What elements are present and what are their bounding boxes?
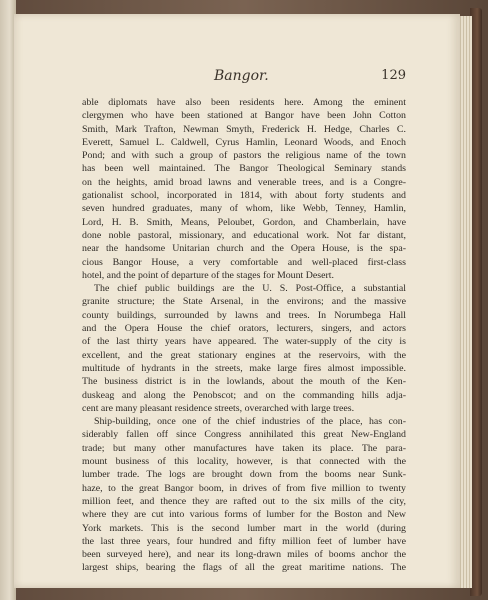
text-line: mount business of this locality, however, is that connected with the — [82, 456, 406, 468]
text-line: excellent, and the great stationary engines at the reservoirs, with the — [82, 349, 406, 361]
text-line: Smith, Mark Trafton, Newman Smyth, Frederick H. Hedge, Charles C. — [82, 123, 406, 135]
text-line: lumber trade. The logs are brought down from the booms near Sunk- — [82, 469, 406, 481]
running-head: Bangor. — [214, 68, 269, 84]
text-line: multitude of hydrants in the streets, make large fires almost impossible. — [82, 362, 406, 374]
text-line: trade; but many other manufactures have taken its place. The para- — [82, 442, 406, 454]
text-line: hotel, and the point of departure of the stages for Mount Desert. — [82, 269, 335, 281]
text-line: county buildings, surrounded by lawns and trees. In Norumbega Hall — [82, 309, 406, 321]
text-line: cious Bangor House, a very comfortable and well-placed first-class — [82, 256, 406, 268]
text-line: cent are many pleasant residence streets, overarched with large trees. — [82, 402, 355, 414]
text-line: able diplomats have also been residents here. Among the eminent — [82, 97, 406, 108]
text-line: of the last thirty years have appeared. The water-supply of the city is — [82, 336, 406, 348]
text-line: Lord, H. B. Smith, Means, Peloubet, Gordon, and Chamberlain, have — [82, 216, 406, 228]
text-line: the last three years, four hundred and fifty million feet of lumber have — [82, 535, 406, 547]
text-line: seven hundred graduates, many of whom, like Webb, Tenney, Hamlin, — [82, 203, 406, 215]
body-text — [82, 96, 406, 575]
page-header — [66, 68, 406, 86]
text-line: on the heights, amid broad lawns and venerable trees, and is a Congre- — [82, 176, 406, 188]
text-line: Everett, Samuel L. Caldwell, Cyrus Hamlin, Leonard Woods, and Enoch — [82, 136, 406, 148]
page-stack-edge — [458, 16, 472, 588]
text-line: and the Opera House the chief orators, lecturers, singers, and actors — [82, 323, 406, 335]
text-line: million feet, and thence they are rafted out to the six mills of the city, — [82, 495, 406, 507]
text-line: haze, to the great Bangor boom, in drives of from five million to twenty — [82, 482, 406, 494]
text-line: York markets. This is the second lumber mart in the world (during — [82, 522, 406, 534]
text-line: largest ships, bearing the flags of all the great maritime nations. The — [82, 562, 406, 574]
text-line: near the handsome Unitarian church and the Opera House, is the spa- — [82, 243, 406, 255]
page-number: 129 — [381, 68, 406, 83]
text-line: The business district is in the lowlands, about the mouth of the Ken- — [82, 376, 406, 388]
text-line: where they are cut into various forms of lumber for the Boston and New — [82, 509, 406, 521]
text-line: Ship-building, once one of the chief industries of the place, has con- — [94, 416, 406, 428]
text-line: granite structure; the State Arsenal, in the environs; and the massive — [82, 296, 406, 308]
text-line: siderably fallen off since Congress annihilated this great New-England — [82, 429, 406, 441]
text-line: done noble pastoral, missionary, and educational work. Not far distant, — [82, 229, 406, 241]
text-line: gationalist school, incorporated in 1814, with about forty students and — [82, 190, 406, 202]
text-line: The chief public buildings are the U. S. Post-Office, a substantial — [94, 283, 406, 295]
text-line: been surveyed here), and near its long-drawn miles of booms anchor the — [82, 549, 406, 561]
text-line: duskeag and along the Penobscot; and on the commanding hills adja- — [82, 389, 406, 401]
text-line: has been well maintained. The Bangor Theological Seminary stands — [82, 163, 406, 175]
text-line: clergymen who have been stationed at Bangor have been John Cotton — [82, 110, 406, 122]
text-line: Pond; and with such a group of pastors the religious name of the town — [82, 150, 406, 162]
